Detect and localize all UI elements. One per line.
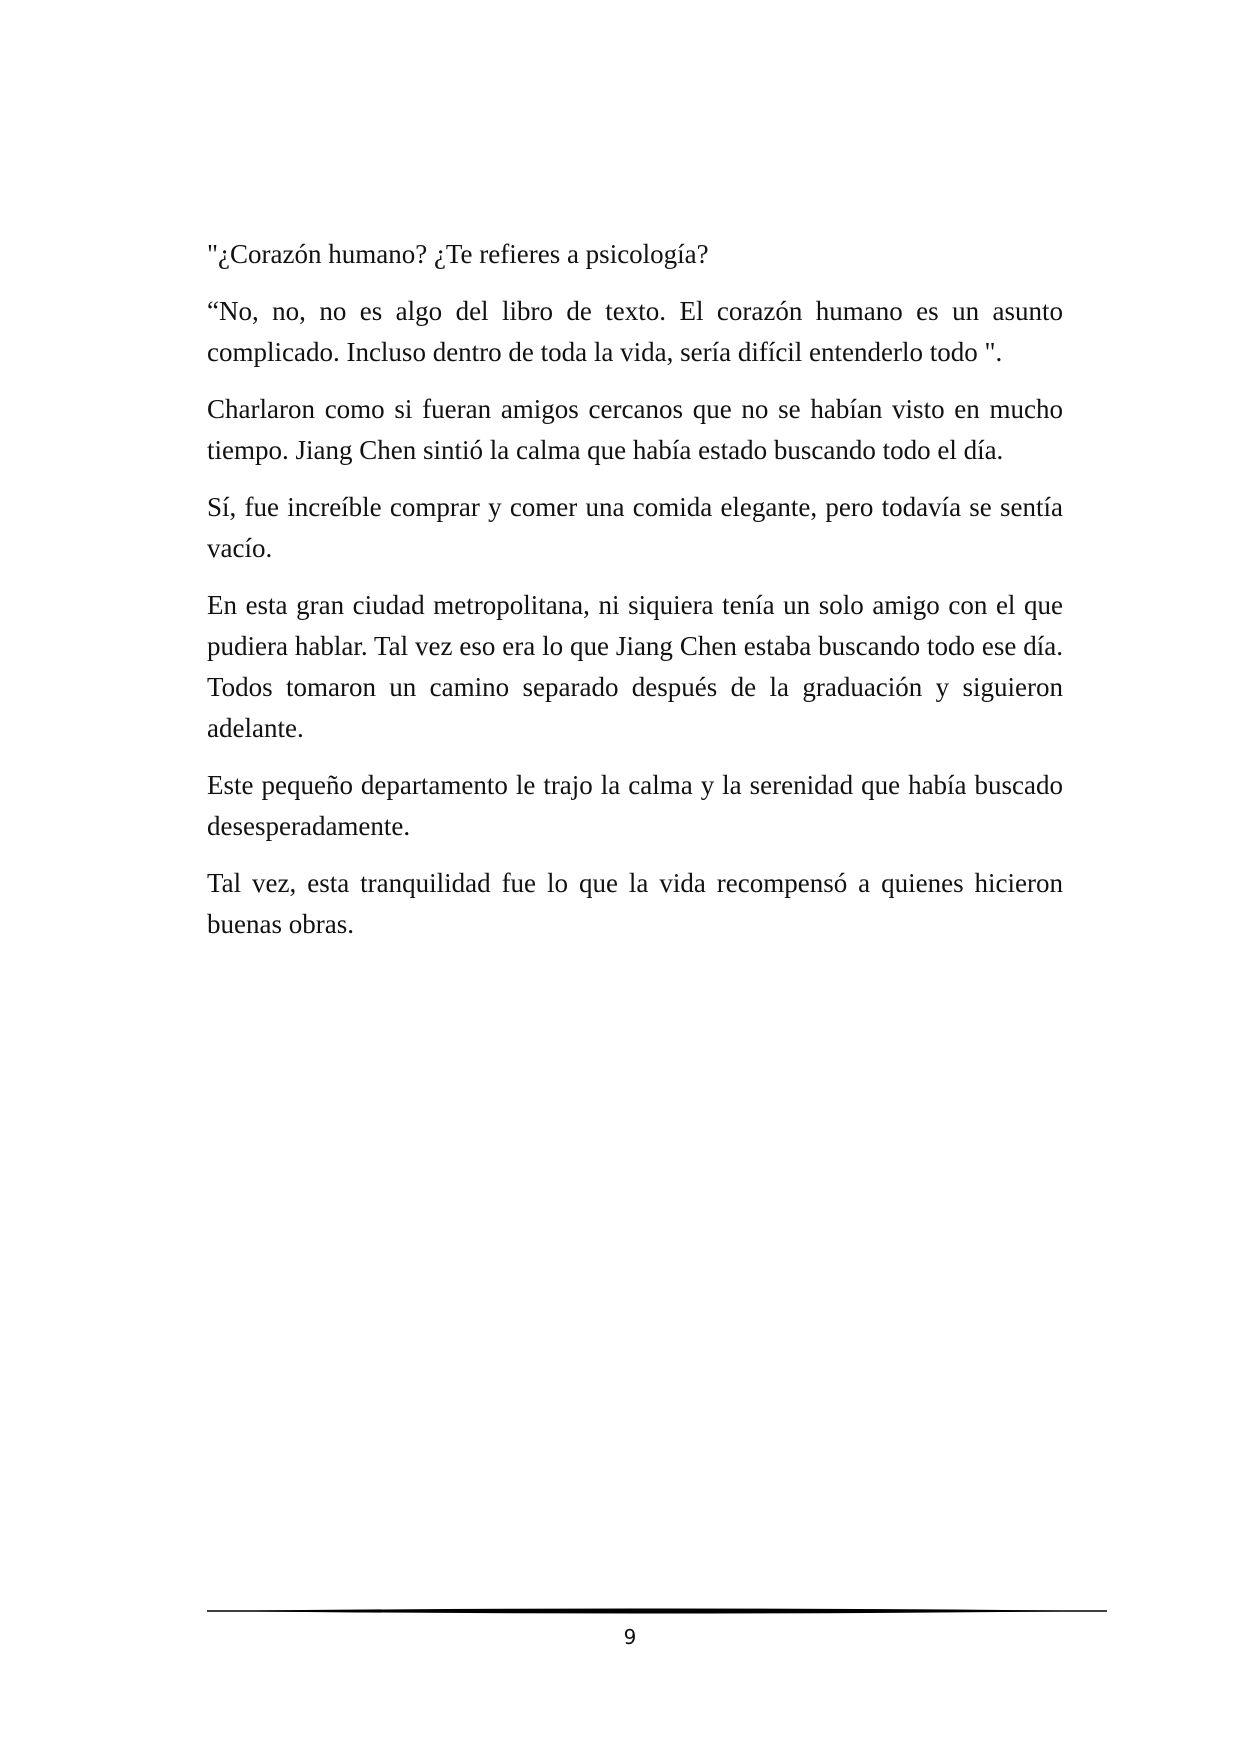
paragraph: "¿Corazón humano? ¿Te refieres a psicología? xyxy=(207,239,709,269)
paragraph: Charlaron como si fueran amigos cercanos que no se habían visto en mucho tiempo. Jiang Chen sintió la calma que había estado buscando todo el día. xyxy=(207,394,1063,465)
footer-divider xyxy=(207,1604,1107,1618)
paragraph: Sí, fue increíble comprar y comer una comida elegante, pero todavía se sentía vacío. xyxy=(207,492,1063,563)
body-text xyxy=(207,234,1063,961)
page-number: 9 xyxy=(623,1625,637,1649)
paragraph: Tal vez, esta tranquilidad fue lo que la vida recompensó a quienes hicieron buenas obras. xyxy=(207,868,1063,939)
paragraph: En esta gran ciudad metropolitana, ni siquiera tenía un solo amigo con el que pudiera hablar. Tal vez eso era lo que Jiang Chen estaba buscando todo ese día. Todos tomaron un camino separado después de la graduación y siguieron adelante. xyxy=(207,590,1063,743)
paragraph: “No, no, no es algo del libro de texto. El corazón humano es un asunto complicado. Incluso dentro de toda la vida, sería difícil entenderlo todo ". xyxy=(207,296,1063,367)
paragraph: Este pequeño departamento le trajo la calma y la serenidad que había buscado desesperadamente. xyxy=(207,770,1063,841)
